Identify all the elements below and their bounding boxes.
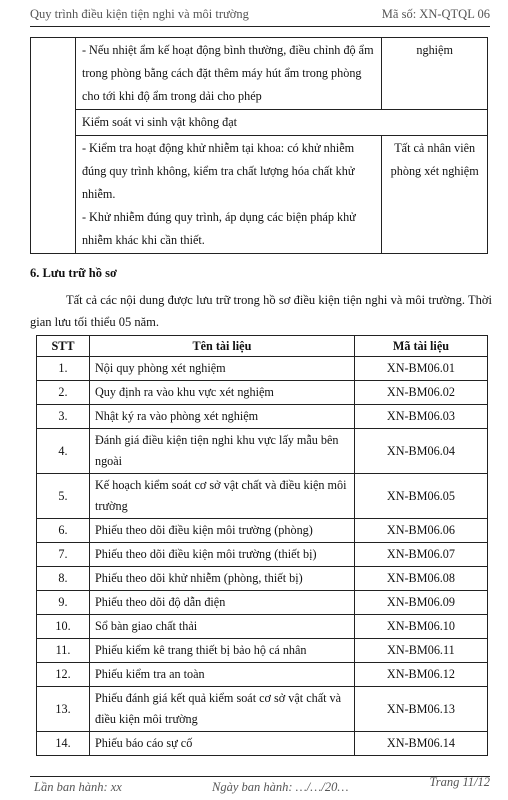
document-code-cell: XN-BM06.01: [354, 357, 487, 381]
document-code-cell: XN-BM06.13: [354, 687, 487, 732]
row-number: 12.: [37, 663, 90, 687]
row-number: 4.: [37, 429, 90, 474]
document-name: Phiếu theo dõi khử nhiễm (phòng, thiết bị): [89, 567, 354, 591]
document-name: Nhật ký ra vào phòng xét nghiệm: [89, 405, 354, 429]
action-cell: [75, 136, 381, 254]
document-code-cell: XN-BM06.07: [354, 543, 487, 567]
row-number: 6.: [37, 519, 90, 543]
table-row: [37, 615, 488, 639]
document-title: Quy trình điều kiện tiện nghi và môi trường: [30, 7, 249, 21]
row-number: 10.: [37, 615, 90, 639]
document-name: Phiếu kiểm kê trang thiết bị bảo hộ cá nhân: [89, 639, 354, 663]
document-code-cell: XN-BM06.11: [354, 639, 487, 663]
row-number: 5.: [37, 474, 90, 519]
table-row: [37, 663, 488, 687]
document-code-cell: XN-BM06.10: [354, 615, 487, 639]
document-code-cell: XN-BM06.06: [354, 519, 487, 543]
responsible-cell: nghiệm: [382, 38, 488, 110]
column-header-stt: STT: [37, 336, 90, 357]
table-header-row: [37, 336, 488, 357]
table-row: [31, 136, 488, 254]
document-code-cell: XN-BM06.08: [354, 567, 487, 591]
empty-cell: [31, 38, 76, 254]
row-number: 3.: [37, 405, 90, 429]
document-code-cell: XN-BM06.09: [354, 591, 487, 615]
table-row: [31, 110, 488, 136]
page-header: [30, 4, 490, 27]
document-name: Phiếu báo cáo sự cố: [89, 732, 354, 756]
document-code-cell: XN-BM06.03: [354, 405, 487, 429]
procedure-table: [30, 37, 488, 254]
row-number: 2.: [37, 381, 90, 405]
table-row: [37, 429, 488, 474]
row-number: 11.: [37, 639, 90, 663]
table-row: [37, 474, 488, 519]
column-header-code: Mã tài liệu: [354, 336, 487, 357]
row-number: 7.: [37, 543, 90, 567]
document-code-cell: XN-BM06.04: [354, 429, 487, 474]
records-table-body: [37, 357, 488, 756]
row-number: 14.: [37, 732, 90, 756]
table-row: [37, 519, 488, 543]
row-number: 8.: [37, 567, 90, 591]
responsible-cell: Tất cả nhân viên phòng xét nghiệm: [382, 136, 488, 254]
document-code-cell: XN-BM06.12: [354, 663, 487, 687]
table-row: [37, 591, 488, 615]
action-text: - Khử nhiễm đúng quy trình, áp dụng các biện pháp khử nhiễm khác khi cần thiết.: [81, 210, 356, 247]
row-number: 1.: [37, 357, 90, 381]
edition-label: Lần ban hành: xx: [34, 780, 122, 794]
table-row: [37, 687, 488, 732]
document-name: Phiếu kiểm tra an toàn: [89, 663, 354, 687]
row-number: 9.: [37, 591, 90, 615]
document-name: Sổ bàn giao chất thải: [89, 615, 354, 639]
document-code-cell: XN-BM06.14: [354, 732, 487, 756]
document-name: Phiếu theo dõi điều kiện môi trường (thiết bị): [89, 543, 354, 567]
document-name: Quy định ra vào khu vực xét nghiệm: [89, 381, 354, 405]
document-name: Nội quy phòng xét nghiệm: [89, 357, 354, 381]
document-name: Đánh giá điều kiện tiện nghi khu vực lấy mẫu bên ngoài: [89, 429, 354, 474]
column-header-name: Tên tài liệu: [89, 336, 354, 357]
table-row: [37, 405, 488, 429]
records-table: [36, 335, 488, 756]
table-row: [37, 543, 488, 567]
document-name: Phiếu theo dõi độ dẫn điện: [89, 591, 354, 615]
action-cell: - Nếu nhiệt ẩm kế hoạt động bình thường, điều chỉnh độ ẩm trong phòng bằng cách đặt thêm máy hút ẩm trong phòng cho tới khi độ ẩm trong dải cho phép: [75, 38, 381, 110]
table-row: [37, 732, 488, 756]
document-code: Mã số: XN-QTQL 06: [381, 7, 490, 21]
table-row: [31, 38, 488, 110]
subheading-cell: Kiểm soát vi sinh vật không đạt: [75, 110, 487, 136]
document-code-cell: XN-BM06.02: [354, 381, 487, 405]
section-title: 6. Lưu trữ hồ sơ: [30, 266, 117, 280]
issue-date-label: Ngày ban hành: …/…/20…: [212, 780, 349, 794]
action-text: - Kiểm tra hoạt động khử nhiễm tại khoa: có khử nhiễm đúng quy trình không, kiểm tra chất lượng hóa chất khử nhiễm.: [81, 141, 355, 201]
page-number: Trang 11/12: [429, 775, 490, 789]
section-paragraph: Tất cả các nội dung được lưu trữ trong hồ sơ điều kiện tiện nghi và môi trường. Thời gian lưu tối thiểu 05 năm.: [30, 293, 492, 329]
table-row: [37, 357, 488, 381]
document-name: Phiếu đánh giá kết quả kiểm soát cơ sở vật chất và điều kiện môi trường: [89, 687, 354, 732]
document-name: Kế hoạch kiểm soát cơ sở vật chất và điều kiện môi trường: [89, 474, 354, 519]
table-row: [37, 639, 488, 663]
row-number: 13.: [37, 687, 90, 732]
page-footer: [30, 776, 490, 797]
table-row: [37, 381, 488, 405]
document-name: Phiếu theo dõi điều kiện môi trường (phòng): [89, 519, 354, 543]
table-row: [37, 567, 488, 591]
document-code-cell: XN-BM06.05: [354, 474, 487, 519]
